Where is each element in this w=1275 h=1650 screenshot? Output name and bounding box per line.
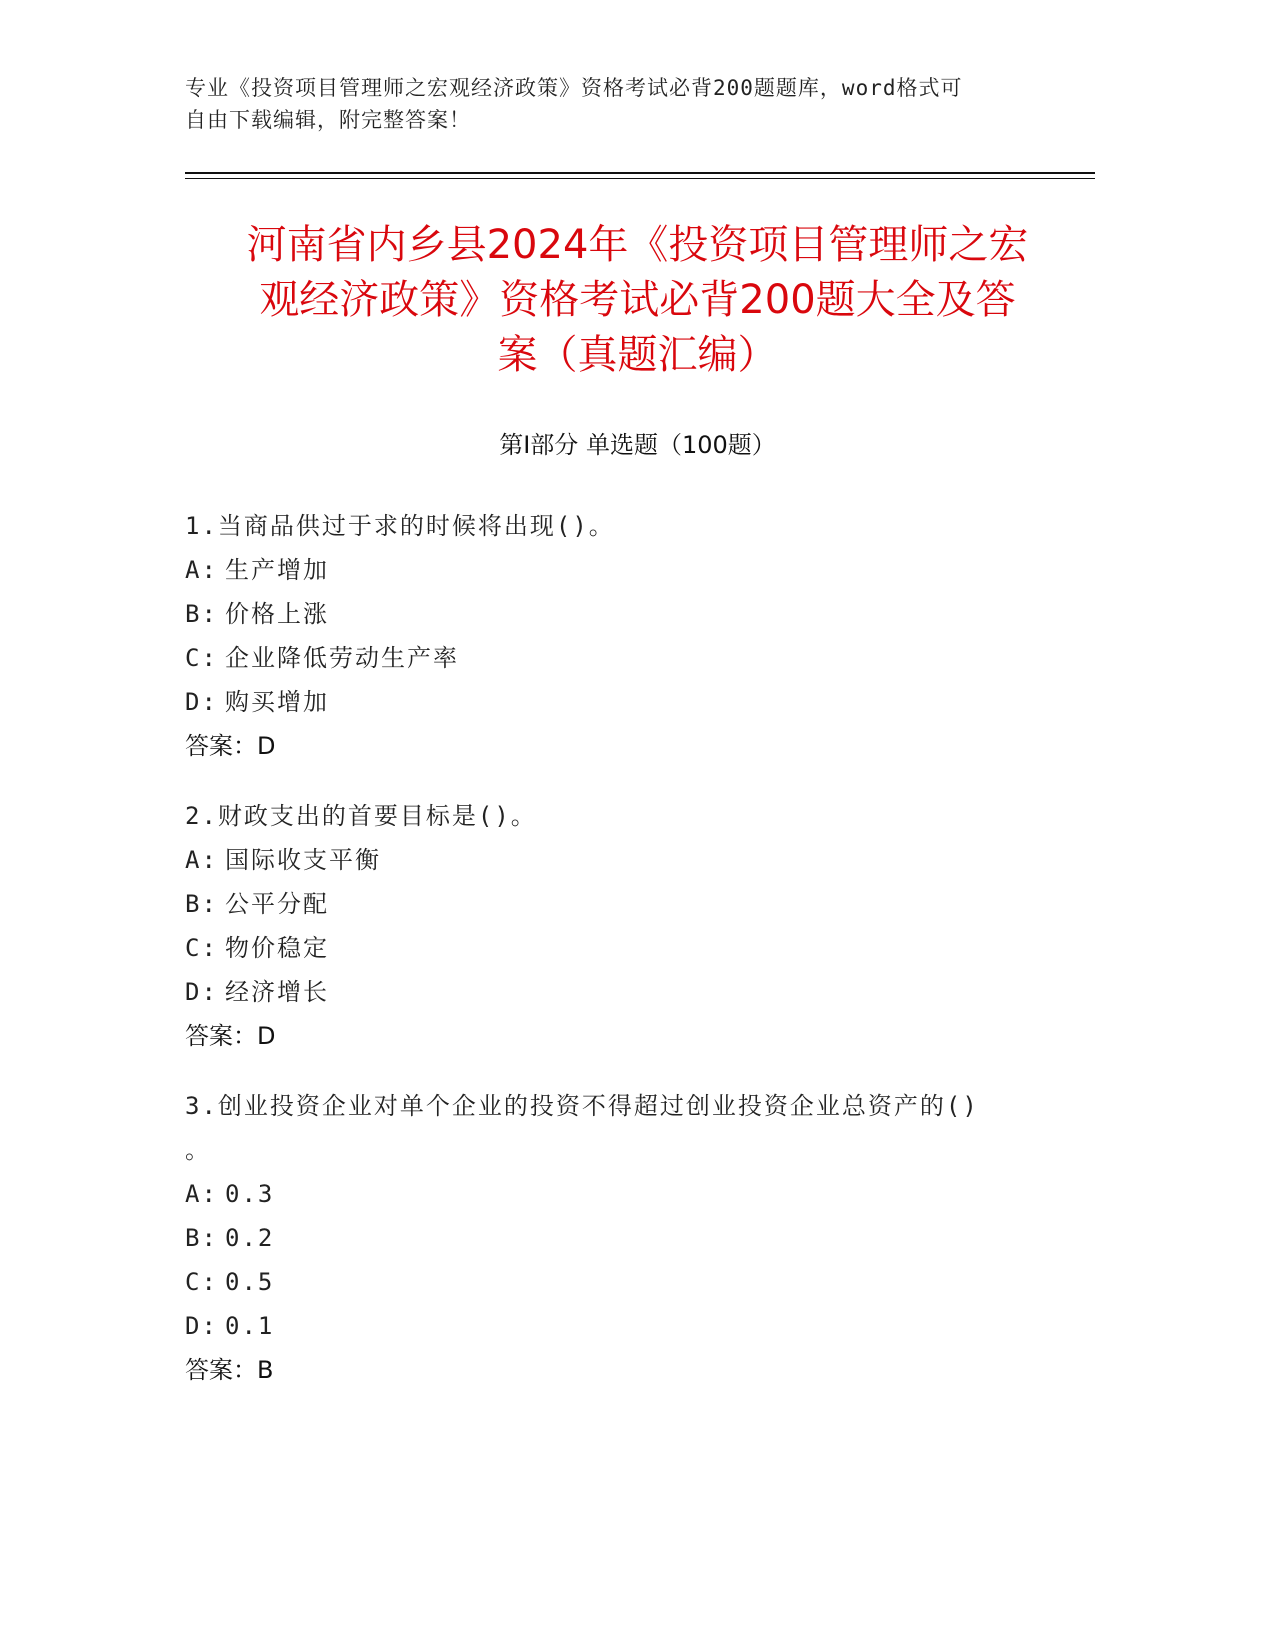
option-c <box>185 636 1075 680</box>
option-text: 购买增加 <box>225 688 329 716</box>
option-label: D: <box>185 978 218 1006</box>
option-d <box>185 1304 1075 1348</box>
option-label: D: <box>185 688 218 716</box>
option-text: 经济增长 <box>225 978 329 1006</box>
question-stem: 2.财政支出的首要目标是()。 <box>185 802 537 830</box>
option-label: A: <box>185 1180 218 1208</box>
option-label: D: <box>185 1312 218 1340</box>
option-c <box>185 926 1075 970</box>
option-d <box>185 680 1075 724</box>
option-text: 0.3 <box>225 1180 275 1208</box>
header-rule-thin <box>185 178 1095 179</box>
header-line-1: 专业《投资项目管理师之宏观经济政策》资格考试必背200题题库，word格式可 <box>185 76 963 100</box>
title-line-2: 观经济政策》资格考试必背200题大全及答 <box>259 277 1016 323</box>
question-list <box>185 504 1075 1418</box>
title-line-1: 河南省内乡县2024年《投资项目管理师之宏 <box>246 222 1029 268</box>
option-c <box>185 1260 1075 1304</box>
option-text: 物价稳定 <box>225 934 329 962</box>
option-text: 公平分配 <box>225 890 329 918</box>
answer-line: 答案：B <box>185 1356 274 1384</box>
option-text: 0.5 <box>225 1268 275 1296</box>
option-b <box>185 882 1075 926</box>
option-text: 0.2 <box>225 1224 275 1252</box>
option-text: 0.1 <box>225 1312 275 1340</box>
header-rule-thick <box>185 172 1095 174</box>
option-label: A: <box>185 556 218 584</box>
option-text: 国际收支平衡 <box>225 846 381 874</box>
question-stem: 3.创业投资企业对单个企业的投资不得超过创业投资企业总资产的() <box>185 1092 979 1120</box>
option-d <box>185 970 1075 1014</box>
header-line-2: 自由下载编辑，附完整答案！ <box>185 108 471 132</box>
answer-line: 答案：D <box>185 732 276 760</box>
option-label: A: <box>185 846 218 874</box>
option-text: 生产增加 <box>225 556 329 584</box>
option-b <box>185 592 1075 636</box>
question-item <box>185 794 1075 1058</box>
question-item <box>185 504 1075 768</box>
option-a <box>185 548 1075 592</box>
option-label: B: <box>185 890 218 918</box>
option-text: 价格上涨 <box>225 600 329 628</box>
question-stem-continuation: 。 <box>185 1136 211 1164</box>
question-stem: 1.当商品供过于求的时候将出现()。 <box>185 512 615 540</box>
option-label: B: <box>185 600 218 628</box>
option-a <box>185 838 1075 882</box>
option-text: 企业降低劳动生产率 <box>225 644 459 672</box>
title-line-3: 案（真题汇编） <box>497 332 778 378</box>
option-a <box>185 1172 1075 1216</box>
question-item <box>185 1084 1075 1392</box>
answer-line: 答案：D <box>185 1022 276 1050</box>
document-title <box>160 218 1115 383</box>
option-label: C: <box>185 644 218 672</box>
option-label: C: <box>185 1268 218 1296</box>
option-b <box>185 1216 1075 1260</box>
section-heading: 第Ⅰ部分 单选题（100题） <box>499 431 776 459</box>
document-header <box>185 72 1065 136</box>
option-label: B: <box>185 1224 218 1252</box>
option-label: C: <box>185 934 218 962</box>
